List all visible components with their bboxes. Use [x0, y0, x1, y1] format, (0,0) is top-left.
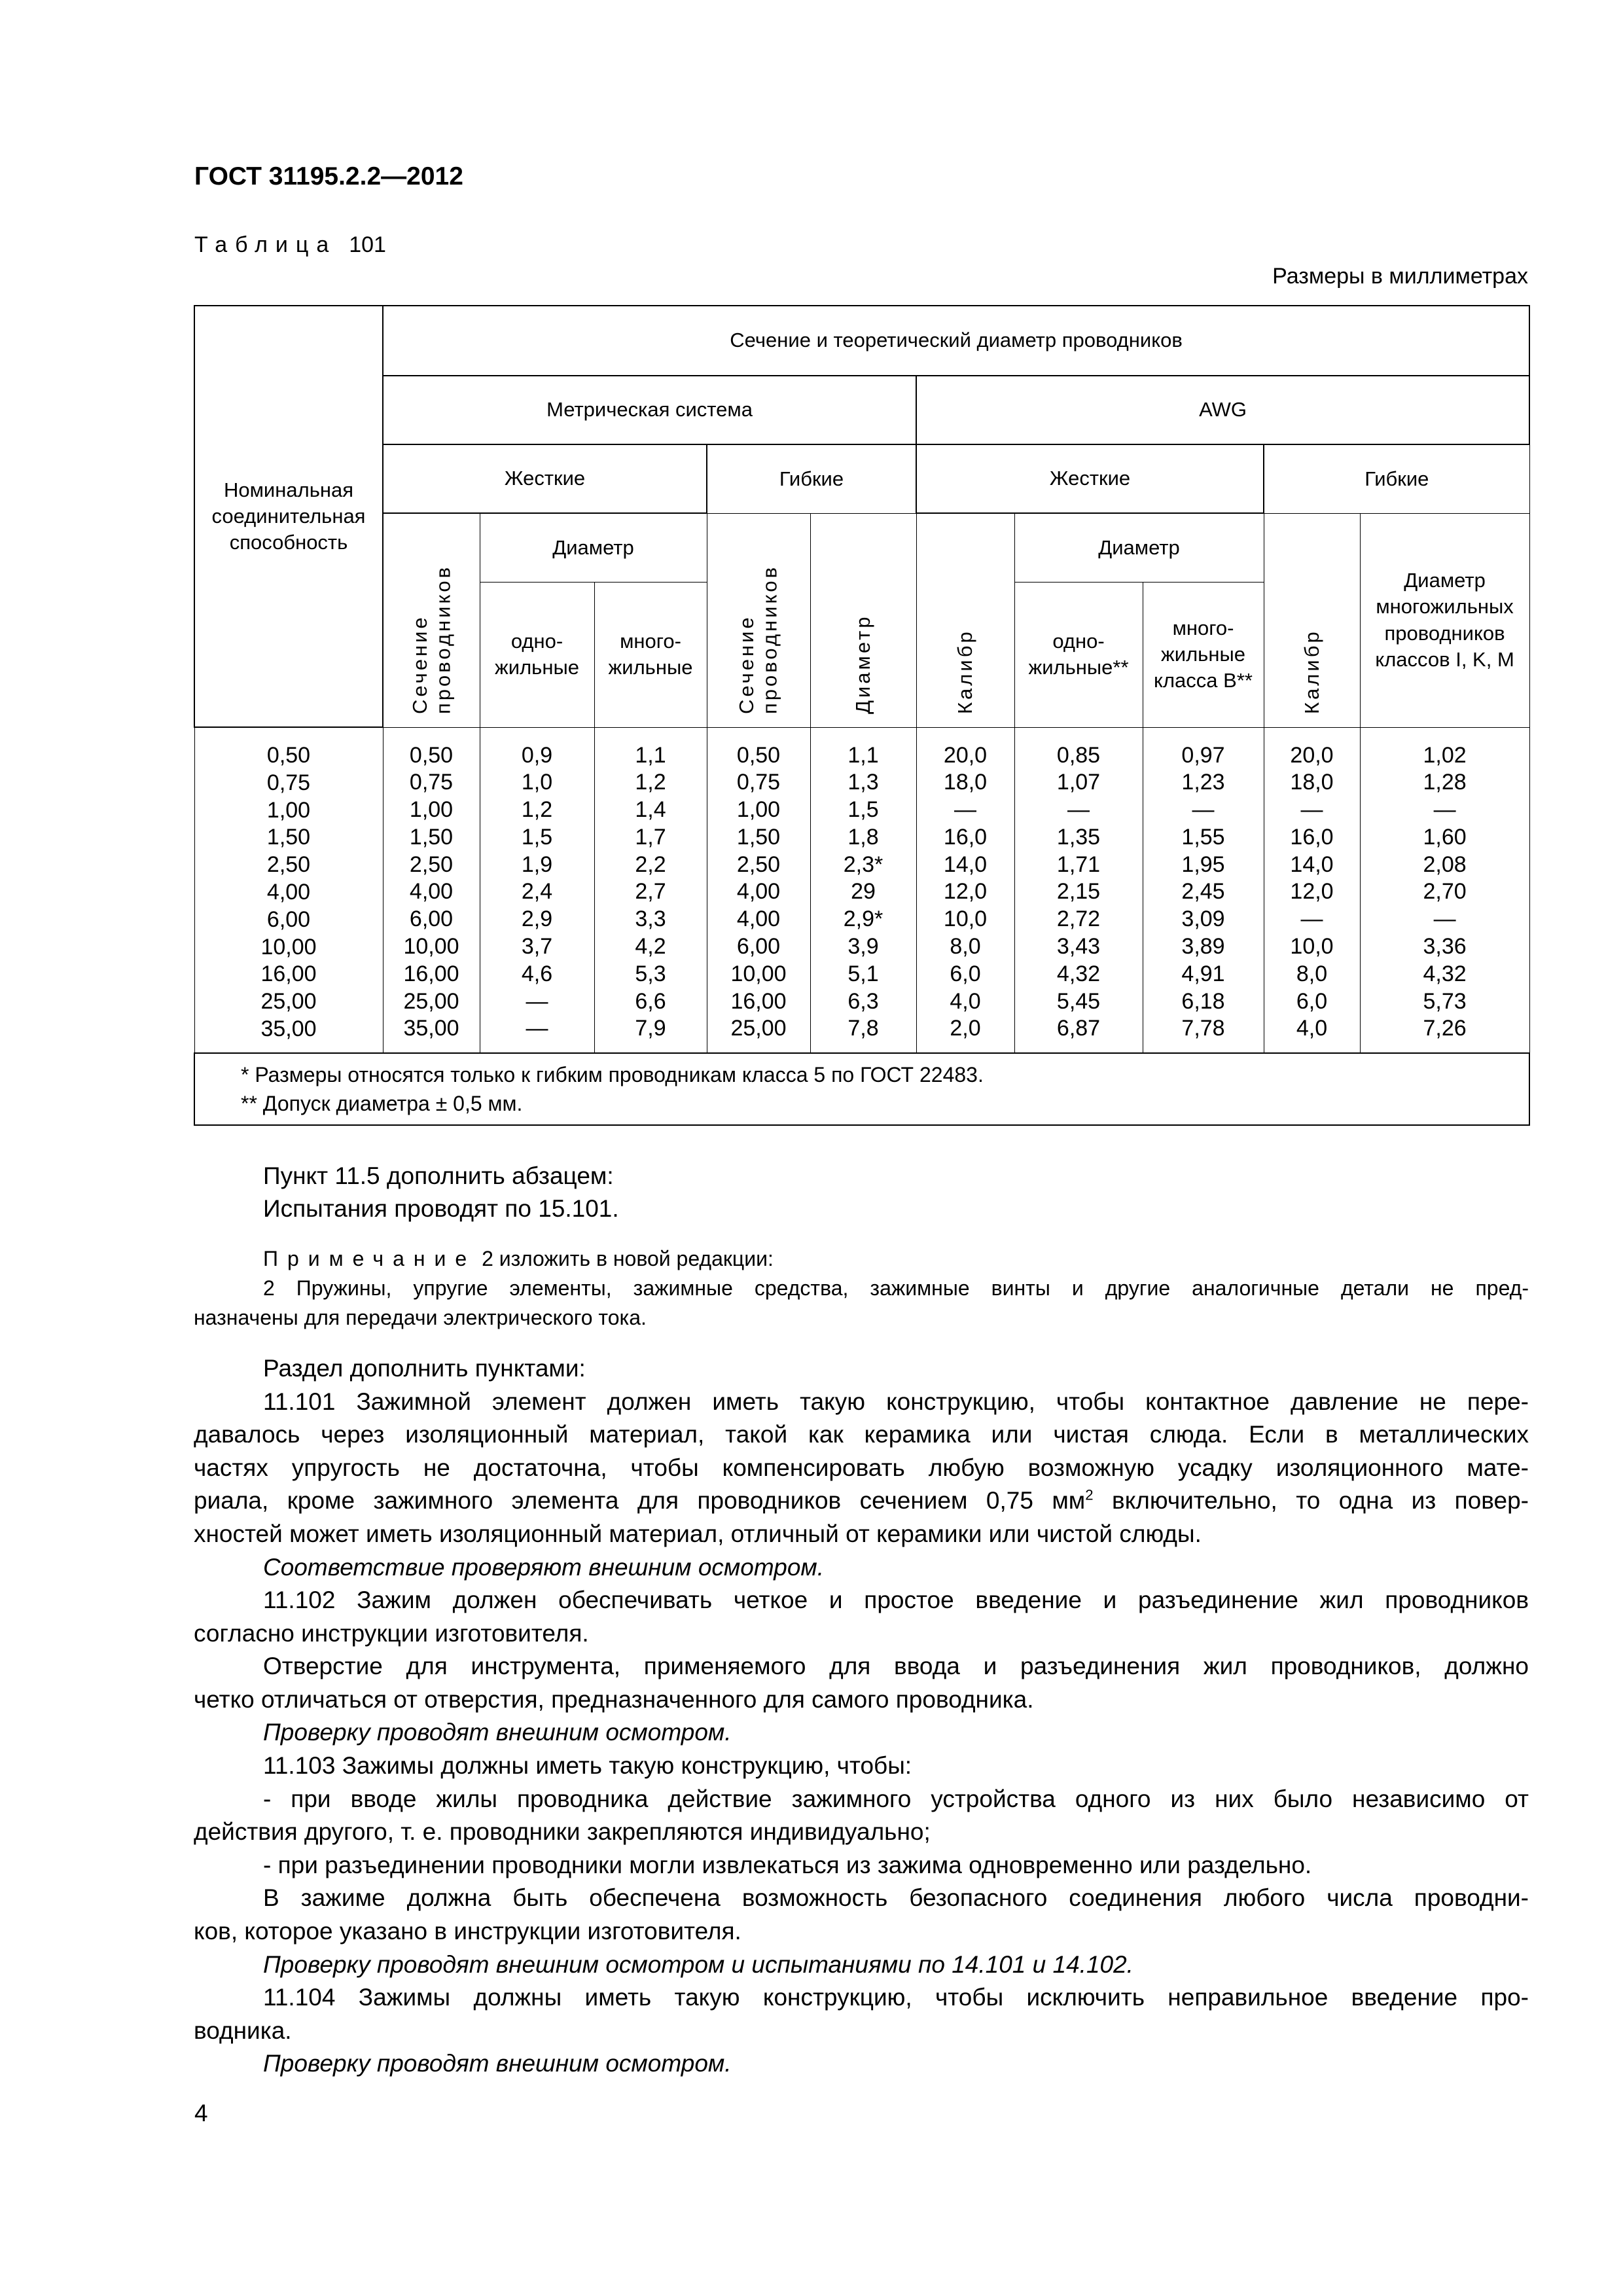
paragraph: Раздел дополнить пунктами: — [263, 1354, 586, 1382]
table-cell: 1,71 — [1056, 852, 1101, 877]
text-line: - при разъединении проводники могли извлекаться из зажима одновременно или раздельно. — [263, 1851, 1312, 1878]
table-cell: — — [1192, 797, 1215, 823]
table-cell: 2,4 — [521, 879, 553, 905]
header-awg-flex-caliber — [1264, 513, 1360, 727]
header-awg-flexible: Гибкие — [1264, 444, 1529, 513]
footnote-2: ** Допуск диаметра ± 0,5 мм. — [241, 1091, 523, 1115]
table-cell: 4,32 — [1423, 961, 1467, 986]
table-cell: 14,0 — [1290, 852, 1334, 877]
page-content — [194, 305, 1529, 2081]
table-cell: 29 — [851, 879, 876, 905]
table-cell: 1,1 — [635, 742, 666, 768]
table-cell: 25,00 — [730, 1016, 787, 1041]
table-cell: 4,0 — [1296, 1016, 1328, 1041]
vertical-label: Сечение проводников — [408, 564, 455, 714]
header-awg: AWG — [916, 376, 1529, 444]
table-cell: 2,08 — [1423, 852, 1467, 877]
header-metric-flex-section — [707, 513, 810, 727]
superscript: 2 — [1085, 1487, 1094, 1503]
header-metric-flexible: Гибкие — [707, 444, 916, 513]
table-cell: — — [1433, 797, 1456, 823]
table-footnotes — [194, 1053, 1529, 1125]
table-cell: 3,89 — [1181, 934, 1225, 960]
check-line: Проверку проводят внешним осмотром. — [263, 2050, 732, 2077]
table-cell: 12,0 — [1290, 879, 1334, 905]
section-11-101: 11.101 Зажимной элемент должен иметь такую конструкцию, чтобы контактное давление не пере- — [263, 1388, 1529, 1415]
text-line: хностей может иметь изоляционный материал, отличный от керамики или чистой слюды. — [194, 1520, 1202, 1547]
vertical-label: Диаметр — [851, 613, 875, 714]
text-line: В зажиме должна быть обеспечена возможность безопасного соединения любого числа проводни- — [263, 1884, 1529, 1912]
check-line: Проверку проводят внешним осмотром и испытаниями по 14.101 и 14.102. — [263, 1950, 1133, 1978]
table-cell: 3,7 — [521, 934, 553, 960]
table-cell: 5,73 — [1423, 988, 1467, 1014]
text-line: Отверстие для инструмента, применяемого для ввода и разъединения жил проводников, должно — [263, 1653, 1529, 1680]
table-cell: 0,50 — [409, 742, 454, 768]
vertical-label: Калибр — [1300, 628, 1323, 714]
header-group-title: Сечение и теоретический диаметр проводников — [383, 306, 1529, 376]
header-metric-single: одно-жильные — [480, 582, 594, 727]
table-cell: 3,43 — [1056, 934, 1101, 960]
text-line: водника. — [194, 2017, 292, 2044]
text-line: частях упругость не достаточна, чтобы компенсировать любую возможную усадку изоляционного мате- — [194, 1454, 1529, 1481]
table-cell: 2,72 — [1056, 906, 1101, 932]
footnote-1: * Размеры относятся только к гибким проводникам класса 5 по ГОСТ 22483. — [241, 1062, 984, 1086]
table-cell: 4,91 — [1181, 961, 1225, 986]
table-cell: 2,70 — [1423, 879, 1467, 905]
table-cell: 5,1 — [847, 961, 879, 986]
table-cell: 1,50 — [266, 825, 311, 850]
table-cell: 6,3 — [847, 988, 879, 1014]
table-cell: 25,00 — [403, 988, 459, 1014]
table-cell: 2,7 — [635, 879, 666, 905]
table-cell: 1,0 — [521, 770, 553, 795]
table-cell: — — [954, 797, 976, 823]
table-cell: 7,26 — [1423, 1016, 1467, 1041]
page-number: 4 — [194, 2100, 208, 2126]
note-line: назначены для передачи электрического тока. — [194, 1305, 647, 1329]
note-heading — [194, 1244, 1529, 1274]
table-cell: 4,2 — [635, 934, 666, 960]
col-awg-rigid-caliber — [916, 727, 1014, 1053]
table-cell: 10,00 — [403, 934, 459, 960]
note-word: Примечание — [263, 1246, 476, 1270]
text-part: риала, кроме зажимного элемента для проводников сечением 0,75 мм — [194, 1487, 1086, 1515]
table-cell: 1,07 — [1056, 770, 1101, 795]
paragraph: Испытания проводят по 15.101. — [263, 1195, 619, 1223]
table-cell: — — [1067, 797, 1090, 823]
table-cell: 1,55 — [1181, 824, 1225, 850]
table-cell: 6,0 — [1296, 988, 1328, 1014]
table-word: Таблица — [194, 232, 337, 257]
table-cell: 8,0 — [950, 934, 981, 960]
table-cell: 18,0 — [1290, 770, 1334, 795]
table-cell: 1,00 — [266, 797, 311, 823]
table-cell: 4,00 — [409, 879, 454, 905]
check-line: Проверку проводят внешним осмотром. — [263, 1719, 732, 1746]
table-cell: 2,15 — [1056, 879, 1101, 905]
table-number: 101 — [349, 232, 386, 257]
table-cell: 2,50 — [736, 852, 781, 877]
text-line: действия другого, т. е. проводники закрепляются индивидуально; — [194, 1818, 931, 1846]
header-awg-multi: много-жильные класса B** — [1143, 582, 1264, 727]
table-cell: 3,9 — [847, 934, 879, 960]
table-cell: 10,00 — [260, 934, 317, 960]
table-cell: 7,9 — [635, 1016, 666, 1041]
table-cell: 4,32 — [1056, 961, 1101, 986]
table-cell: 3,36 — [1423, 934, 1467, 960]
header-awg-flex-diameter: Диаметр многожильных проводников классов I, K, M — [1360, 513, 1529, 727]
header-metric-rigid: Жесткие — [383, 444, 707, 513]
document-code: ГОСТ 31195.2.2—2012 — [194, 162, 463, 190]
table-cell: 1,00 — [409, 797, 454, 823]
table-cell: 1,3 — [847, 770, 879, 795]
header-nominal: Номинальная соединительная способность — [194, 306, 383, 727]
text-line: четко отличаться от отверстия, предназначенного для самого проводника. — [194, 1685, 1034, 1713]
header-metric-multi: много-жильные — [594, 582, 707, 727]
col-awg-multi-diameter — [1143, 727, 1264, 1053]
table-cell: 6,6 — [635, 988, 666, 1014]
col-awg-flex-diameter — [1360, 727, 1529, 1053]
text-line: давалось через изоляционный материал, такой как керамика или чистая слюда. Если в металлических — [194, 1421, 1529, 1448]
table-cell: 6,87 — [1056, 1016, 1101, 1041]
table-cell: 1,00 — [736, 797, 781, 823]
section-11-104: 11.104 Зажимы должны иметь такую конструкцию, чтобы исключить неправильное введение про- — [263, 1984, 1529, 2011]
table-cell: 3,3 — [635, 906, 666, 932]
table-cell: 0,75 — [409, 770, 454, 795]
note-line: 2 Пружины, упругие элементы, зажимные средства, зажимные винты и другие аналогичные детали не пред- — [263, 1276, 1529, 1300]
table-cell: 2,45 — [1181, 879, 1225, 905]
table-cell: 1,4 — [635, 797, 666, 823]
table-cell: 16,00 — [403, 961, 459, 986]
table-cell: 3,09 — [1181, 906, 1225, 932]
col-metric-multi-diameter — [594, 727, 707, 1053]
conductor-table — [194, 305, 1530, 1126]
col-metric-rigid-section — [383, 727, 480, 1053]
table-cell: 4,6 — [521, 961, 553, 986]
text-line: ков, которое указано в инструкции изготовителя. — [194, 1918, 741, 1945]
header-awg-rigid-caliber — [916, 513, 1014, 727]
table-cell: 7,8 — [847, 1016, 879, 1041]
table-cell: 6,0 — [950, 961, 981, 986]
table-cell: 10,00 — [730, 961, 787, 986]
check-line: Соответствие проверяют внешним осмотром. — [263, 1553, 825, 1581]
section-11-103: 11.103 Зажимы должны иметь такую конструкцию, чтобы: — [263, 1752, 912, 1780]
table-cell: 20,0 — [943, 742, 988, 768]
header-metric-flex-diameter — [810, 513, 916, 727]
table-cell: 12,0 — [943, 879, 988, 905]
vertical-label: Калибр — [954, 628, 977, 714]
table-cell: 2,3* — [843, 852, 883, 877]
table-cell: 16,0 — [943, 824, 988, 850]
units-note: Размеры в миллиметрах — [1272, 264, 1528, 289]
table-cell: 6,18 — [1181, 988, 1225, 1014]
table-cell: — — [1300, 797, 1323, 823]
table-cell: 1,60 — [1423, 824, 1467, 850]
table-cell: 1,5 — [847, 797, 879, 823]
body-text — [194, 1160, 1529, 2081]
text-part: включительно, то одна из повер- — [1093, 1487, 1529, 1515]
table-cell: 20,0 — [1290, 742, 1334, 768]
paragraph: Пункт 11.5 дополнить абзацем: — [263, 1162, 614, 1189]
table-cell: 1,23 — [1181, 770, 1225, 795]
header-awg-single: одно-жильные** — [1014, 582, 1143, 727]
table-cell: — — [1433, 906, 1456, 932]
table-cell: 2,50 — [409, 852, 454, 877]
table-cell: 1,95 — [1181, 852, 1225, 877]
text-line — [194, 1484, 1529, 1518]
table-cell: 0,9 — [521, 742, 553, 768]
table-cell: 1,02 — [1423, 742, 1467, 768]
table-cell: 6,00 — [266, 906, 311, 932]
table-cell: 6,00 — [409, 906, 454, 932]
table-label — [194, 232, 386, 258]
table-cell: 5,45 — [1056, 988, 1101, 1014]
table-cell: 0,50 — [266, 743, 311, 768]
table-data-row — [194, 727, 1529, 1053]
table-cell: 10,0 — [1290, 934, 1334, 960]
table-cell: 35,00 — [403, 1016, 459, 1041]
header-metric-diameter: Диаметр — [480, 513, 707, 582]
header-metric: Метрическая система — [383, 376, 916, 444]
header-awg-rigid: Жесткие — [916, 444, 1264, 513]
table-cell: 1,7 — [635, 824, 666, 850]
table-cell: 1,2 — [635, 770, 666, 795]
table-cell: 4,00 — [736, 879, 781, 905]
table-cell: 10,0 — [943, 906, 988, 932]
table-cell: 2,9* — [843, 906, 883, 932]
table-cell: 5,3 — [635, 961, 666, 986]
text-line: согласно инструкции изготовителя. — [194, 1619, 589, 1647]
table-cell: 16,00 — [730, 988, 787, 1014]
table-cell: — — [526, 988, 548, 1014]
col-metric-flex-section — [707, 727, 810, 1053]
table-cell: 6,00 — [736, 934, 781, 960]
col-metric-single-diameter — [480, 727, 594, 1053]
table-cell: 0,85 — [1056, 742, 1101, 768]
table-cell: 2,9 — [521, 906, 553, 932]
table-cell: 16,0 — [1290, 824, 1334, 850]
table-cell: 1,50 — [409, 824, 454, 850]
table-cell: 1,2 — [521, 797, 553, 823]
table-cell: 1,1 — [847, 742, 879, 768]
table-cell: 0,75 — [736, 770, 781, 795]
table-cell: 4,00 — [266, 879, 311, 905]
col-nominal — [194, 727, 383, 1053]
table-cell: 35,00 — [260, 1016, 317, 1041]
table-cell: 1,50 — [736, 824, 781, 850]
section-11-102: 11.102 Зажим должен обеспечивать четкое и простое введение и разъединение жил проводников — [263, 1587, 1529, 1614]
table-cell: 8,0 — [1296, 961, 1328, 986]
text-line: - при вводе жилы проводника действие зажимного устройства одного из них было независимо от — [263, 1785, 1529, 1812]
table-cell: 18,0 — [943, 770, 988, 795]
col-awg-single-diameter — [1014, 727, 1143, 1053]
table-cell: 2,50 — [266, 852, 311, 878]
table-cell: 2,0 — [950, 1016, 981, 1041]
table-cell: 1,9 — [521, 852, 553, 877]
col-metric-flex-diameter — [810, 727, 916, 1053]
table-cell: 4,0 — [950, 988, 981, 1014]
header-metric-rigid-section — [383, 513, 480, 727]
table-cell: 4,00 — [736, 906, 781, 932]
table-cell: 14,0 — [943, 852, 988, 877]
note-heading-rest: 2 изложить в новой редакции: — [476, 1246, 774, 1270]
col-awg-flex-caliber — [1264, 727, 1360, 1053]
header-awg-diameter: Диаметр — [1014, 513, 1264, 582]
table-cell: 1,28 — [1423, 770, 1467, 795]
table-cell: 16,00 — [260, 961, 317, 987]
table-cell: 1,35 — [1056, 824, 1101, 850]
table-cell: 2,2 — [635, 852, 666, 877]
table-cell: 1,5 — [521, 824, 553, 850]
table-cell: 0,50 — [736, 742, 781, 768]
vertical-label: Сечение проводников — [735, 564, 781, 714]
table-cell: 25,00 — [260, 989, 317, 1014]
table-cell: — — [526, 1016, 548, 1041]
table-cell: — — [1300, 906, 1323, 932]
table-cell: 7,78 — [1181, 1016, 1225, 1041]
table-cell: 0,75 — [266, 770, 311, 795]
table-cell: 0,97 — [1181, 742, 1225, 768]
table-cell: 1,8 — [847, 824, 879, 850]
